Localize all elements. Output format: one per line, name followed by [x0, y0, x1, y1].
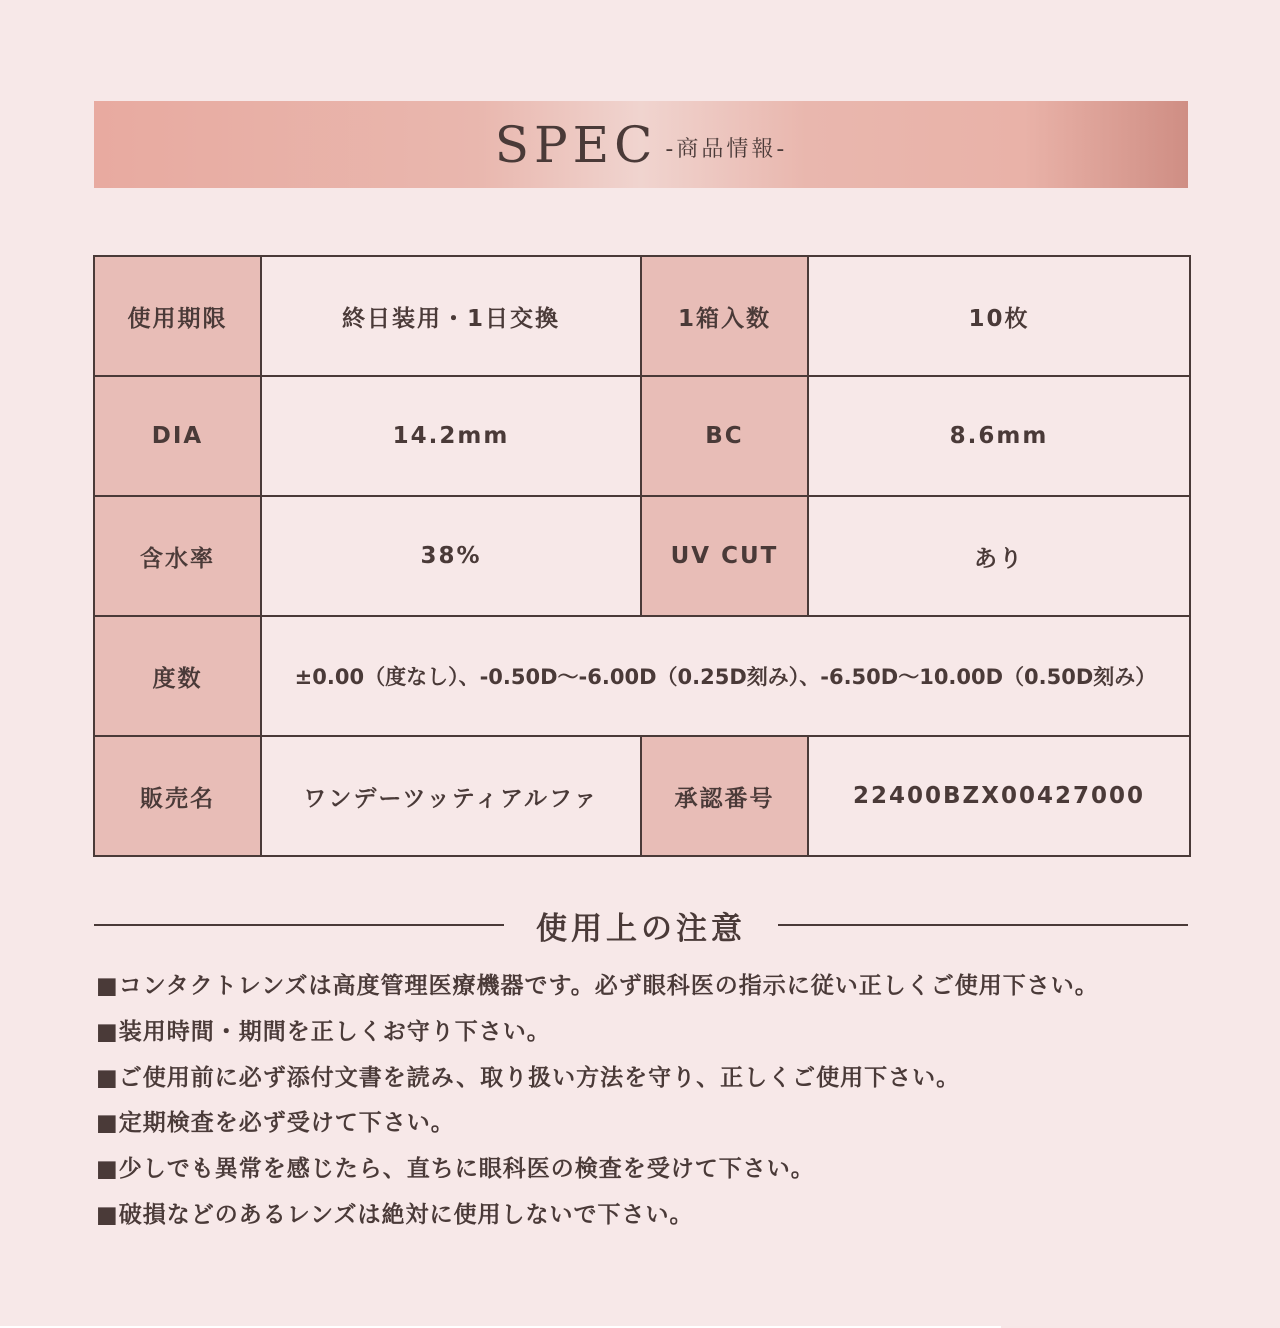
spec-label: UV CUT: [641, 496, 808, 616]
cautions-heading: [94, 900, 1188, 950]
table-row: [94, 256, 1190, 376]
divider: [94, 924, 504, 926]
list-item: ■ご使用前に必ず添付文書を読み、取り扱い方法を守り、正しくご使用下さい。: [96, 1064, 961, 1091]
spec-label: 販売名: [94, 736, 261, 856]
table-row: [94, 376, 1190, 496]
table-row: [94, 736, 1190, 856]
spec-value-power: ±0.00（度なし）、-0.50D〜-6.00D（0.25D刻み）、-6.50D〜10.00D（0.50D刻み）: [261, 616, 1190, 736]
spec-value: 終日装用・1日交換: [261, 256, 641, 376]
list-item: ■定期検査を必ず受けて下さい。: [96, 1110, 455, 1137]
cautions-title: 使用上の注意: [536, 910, 746, 947]
banner-title: SPEC: [494, 115, 658, 174]
cautions-list: [96, 964, 1216, 1239]
banner-subtitle: -商品情報-: [665, 137, 788, 162]
spec-label: 含水率: [94, 496, 261, 616]
spec-label: BC: [641, 376, 808, 496]
spec-value: 38%: [261, 496, 641, 616]
spec-label: 度数: [94, 616, 261, 736]
divider: [778, 924, 1188, 926]
spec-table: [93, 255, 1191, 857]
spec-label: 承認番号: [641, 736, 808, 856]
spec-value: 14.2mm: [261, 376, 641, 496]
spec-label: 1箱入数: [641, 256, 808, 376]
spec-value: 10枚: [808, 256, 1190, 376]
list-item: ■破損などのあるレンズは絶対に使用しないで下さい。: [96, 1201, 694, 1228]
spec-label: DIA: [94, 376, 261, 496]
spec-banner: [94, 101, 1188, 188]
list-item: ■少しでも異常を感じたら、直ちに眼科医の検査を受けて下さい。: [96, 1156, 815, 1183]
list-item: ■コンタクトレンズは高度管理医療機器です。必ず眼科医の指示に従い正しくご使用下さい。: [96, 973, 1099, 999]
list-item: ■装用時間・期間を正しくお守り下さい。: [96, 1018, 551, 1045]
table-row: [94, 616, 1190, 736]
spec-value: ワンデーツッティアルファ: [261, 736, 641, 856]
spec-value: 8.6mm: [808, 376, 1190, 496]
spec-label: 使用期限: [94, 256, 261, 376]
spec-value: 22400BZX00427000: [808, 736, 1190, 856]
spec-value: あり: [808, 496, 1190, 616]
table-row: [94, 496, 1190, 616]
